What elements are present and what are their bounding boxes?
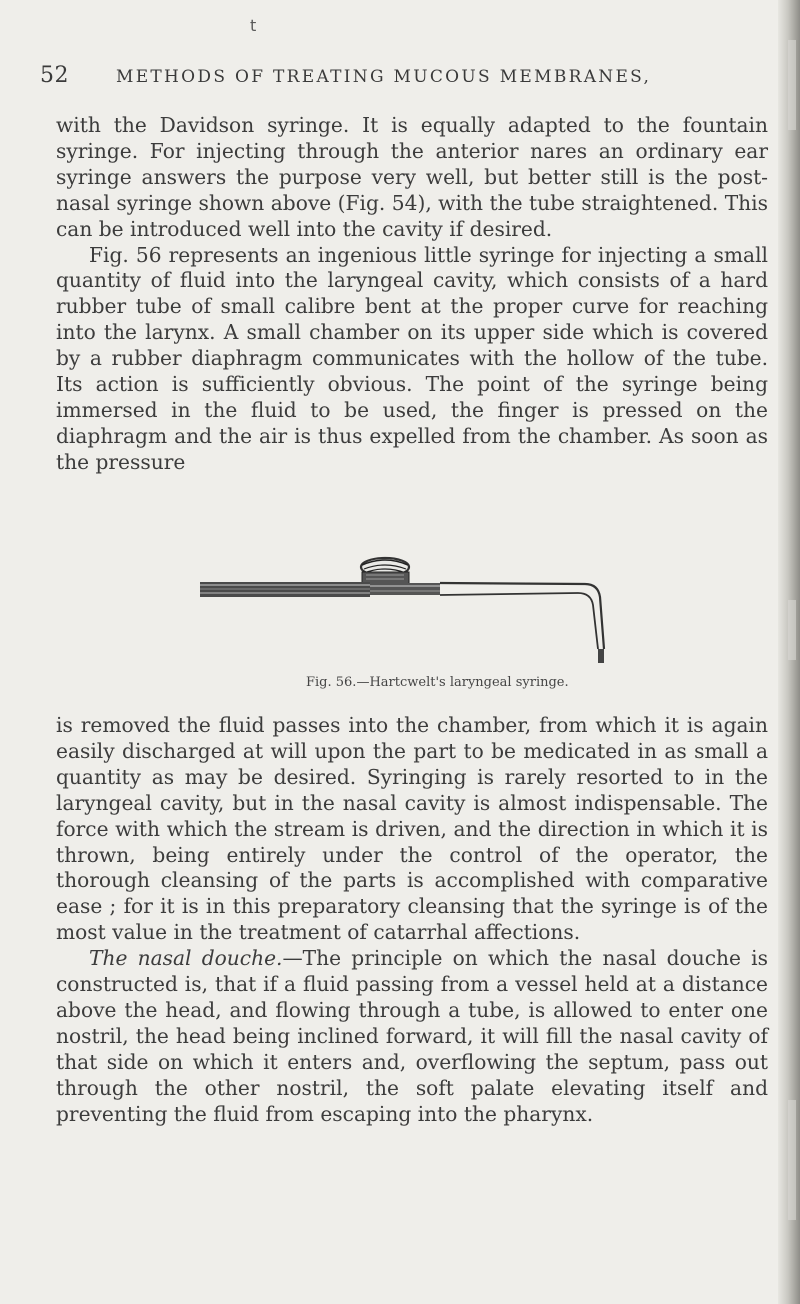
marginal-mark: t bbox=[250, 16, 257, 35]
paragraph-nasal-douche bbox=[56, 946, 768, 1127]
tube-tip bbox=[598, 649, 604, 663]
edge-wear bbox=[788, 1100, 796, 1220]
figure-caption: Fig. 56.—Hartcwelt's laryngeal syringe. bbox=[306, 675, 569, 690]
paragraph-body: —The principle on which the nasal douche is constructed is, that if a fluid passing from a vessel held at a distance above the head, and flowing through a tube, is allowed to enter one nostril, the head being inclined forward, it will fill the nasal cavity of that side on which it enters and, overflowing the septum, pass out through the other nostril, the soft palate elevating itself and preventing the fluid from escaping into the pharynx. bbox=[56, 946, 768, 1126]
running-head: METHODS OF TREATING MUCOUS MEMBRANES, bbox=[116, 67, 652, 87]
curved-tube-bottom bbox=[440, 593, 598, 649]
page-edge-shadow bbox=[778, 0, 800, 1304]
edge-wear bbox=[788, 600, 796, 660]
paragraph: is removed the fluid passes into the chamber, from which it is again easily discharged at will upon the part to be medicated in as small a quantity as may be desired. Syringing is rarely resorted to in the laryngeal cavity, but in the nasal cavity is almost indispensable. The force with which the stream is driven, and the direction in which it is thrown, being entirely under the control of the operator, the thorough cleansing of the parts is accomplished with comparative ease ; for it is in this preparatory cleansing that the syringe is of the most value in the treatment of catarrhal affections. bbox=[56, 713, 768, 945]
edge-wear bbox=[788, 40, 796, 130]
figure-laryngeal-syringe bbox=[190, 553, 630, 690]
laryngeal-syringe-illustration bbox=[190, 553, 630, 673]
section-heading: The nasal douche. bbox=[89, 946, 283, 971]
body-text-top bbox=[56, 113, 768, 476]
page-number: 52 bbox=[40, 63, 69, 88]
body-text-bottom bbox=[56, 713, 768, 1128]
paragraph: with the Davidson syringe. It is equally adapted to the fountain syringe. For injecting through the anterior nares an ordinary ear syringe answers the purpose very well, but better still is the post-nasal syringe shown above (Fig. 54), with the tube straightened. This can be introduced well into the cavity if desired. bbox=[56, 113, 768, 241]
paragraph: Fig. 56 represents an ingenious little syringe for injecting a small quantity of fluid into the laryngeal cavity, which consists of a hard rubber tube of small calibre bent at the proper curve for reaching into the larynx. A small chamber on its upper side which is covered by a rubber diaphragm communicates with the hollow of the tube. Its action is sufficiently obvious. The point of the syringe being immersed in the fluid to be used, the finger is pressed on the diaphragm and the air is thus expelled from the chamber. As soon as the pressure bbox=[56, 242, 768, 474]
